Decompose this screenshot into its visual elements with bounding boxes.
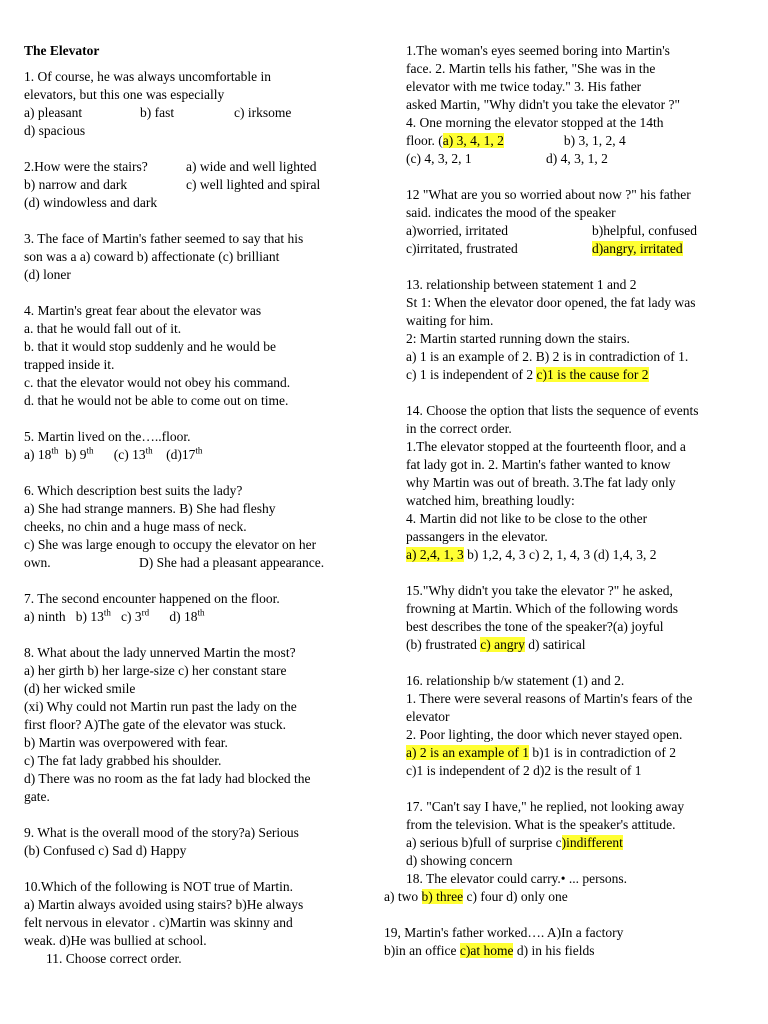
options-row bbox=[406, 150, 751, 168]
question-6 bbox=[24, 482, 369, 572]
ordinal-suffix: th bbox=[197, 607, 205, 618]
option-b: b. that it would stop suddenly and he would be bbox=[24, 339, 276, 354]
option-d-cont: gate. bbox=[24, 789, 50, 804]
question-text: 8. What about the lady unnerved Martin the most? bbox=[24, 645, 296, 660]
question-11 bbox=[406, 42, 751, 168]
option-text: a) Martin always avoided using stairs? b)He always bbox=[24, 897, 304, 912]
options-row bbox=[406, 132, 751, 150]
option-c: c) irksome bbox=[234, 105, 292, 120]
question-7 bbox=[24, 590, 369, 626]
option-d: d. that he would not be able to come out on time. bbox=[24, 393, 289, 408]
option-d: d) in his fields bbox=[513, 943, 595, 958]
statement-text: 1. There were several reasons of Martin's fears of the bbox=[406, 691, 693, 706]
statement-text: elevator bbox=[406, 709, 450, 724]
option-d: d) 18 bbox=[169, 609, 198, 624]
highlighted-answer: d)angry, irritated bbox=[592, 241, 683, 256]
options-row: son was a a) coward b) affectionate (c) brilliant bbox=[24, 249, 280, 264]
option-b: b) 13 bbox=[75, 609, 104, 624]
question-text: 14. Choose the option that lists the sequence of events bbox=[406, 403, 699, 418]
option-d: (d) her wicked smile bbox=[24, 681, 136, 696]
options-row: (b) Confused c) Sad d) Happy bbox=[24, 843, 187, 858]
options-row bbox=[384, 888, 751, 906]
options-row bbox=[24, 176, 369, 194]
option-text bbox=[24, 554, 369, 572]
question-4 bbox=[24, 302, 369, 410]
option-d: (d)17 bbox=[166, 447, 196, 462]
statement-text: face. 2. Martin tells his father, "She was in the bbox=[406, 61, 656, 76]
option-b: b) fast bbox=[140, 105, 175, 120]
question-line bbox=[24, 158, 369, 176]
option-a: a) two bbox=[384, 889, 422, 904]
highlighted-answer: a) 2,4, 1, 3 bbox=[406, 547, 464, 562]
highlighted-answer: a) 2 is an example of 1 bbox=[406, 745, 529, 760]
question-14 bbox=[406, 402, 751, 564]
option-c: c)irritated, frustrated bbox=[406, 241, 518, 256]
statement-text: 4. Martin did not like to be close to the other bbox=[406, 511, 648, 526]
highlighted-answer: c) angry bbox=[480, 637, 525, 652]
question-16 bbox=[406, 672, 751, 780]
option-d: (d) loner bbox=[24, 267, 71, 282]
statement-text: watched him, breathing loudly: bbox=[406, 493, 575, 508]
options-text: c) four d) only one bbox=[463, 889, 568, 904]
option-d: d) satirical bbox=[524, 637, 586, 652]
options-row bbox=[24, 104, 369, 122]
option-prefix: floor. ( bbox=[406, 133, 443, 148]
options-row bbox=[406, 366, 751, 384]
question-text: in the correct order. bbox=[406, 421, 512, 436]
options-row bbox=[384, 942, 751, 960]
question-text: 17. "Can't say I have," he replied, not looking away bbox=[406, 799, 685, 814]
question-text: 6. Which description best suits the lady? bbox=[24, 483, 243, 498]
option-c: c) 1 is independent of 2 bbox=[406, 367, 537, 382]
question-11-heading: 11. Choose correct order. bbox=[46, 951, 182, 966]
left-column bbox=[24, 42, 369, 986]
highlighted-answer: a) 3, 4, 1, 2 bbox=[442, 133, 504, 148]
option-a: a)worried, irritated bbox=[406, 223, 508, 238]
option-b: b) 3, 1, 2, 4 bbox=[563, 133, 626, 148]
question-text: 7. The second encounter happened on the floor. bbox=[24, 591, 280, 606]
ordinal-suffix: th bbox=[103, 607, 111, 618]
options-row bbox=[406, 222, 751, 240]
question-text: best describes the tone of the speaker?(a) joyful bbox=[406, 619, 664, 634]
question-text: 2.How were the stairs? bbox=[24, 159, 148, 174]
question-19 bbox=[384, 924, 751, 960]
option-b: b) narrow and dark bbox=[24, 177, 128, 192]
options-row: a) her girth b) her large-size c) her constant stare bbox=[24, 663, 287, 678]
options-row bbox=[24, 446, 369, 464]
option-b: (b) frustrated bbox=[406, 637, 481, 652]
question-1 bbox=[24, 68, 369, 140]
statement-text: elevator with me twice today." 3. His father bbox=[406, 79, 642, 94]
statement-text: 1.The elevator stopped at the fourteenth floor, and a bbox=[406, 439, 686, 454]
option-b: b)1 is in contradiction of 2 bbox=[528, 745, 676, 760]
options-row bbox=[406, 834, 751, 852]
option-text: felt nervous in elevator . c)Martin was skinny and bbox=[24, 915, 293, 930]
question-text: 1. Of course, he was always uncomfortable in bbox=[24, 69, 272, 84]
statement-text: waiting for him. bbox=[406, 313, 494, 328]
highlighted-answer: c)1 is the cause for 2 bbox=[536, 367, 649, 382]
options-row bbox=[406, 636, 751, 654]
options-text: b) 1,2, 4, 3 c) 2, 1, 4, 3 (d) 1,4, 3, 2 bbox=[463, 547, 657, 562]
highlighted-answer: )indifferent bbox=[561, 835, 623, 850]
options-row bbox=[24, 608, 369, 626]
statement-text: 2. Poor lighting, the door which never stayed open. bbox=[406, 727, 683, 742]
options-row bbox=[406, 744, 751, 762]
question-18-text: 18. The elevator could carry.• ... persons. bbox=[406, 871, 628, 886]
ordinal-suffix: th bbox=[86, 445, 94, 456]
question-3 bbox=[24, 230, 369, 284]
option-text: weak. d)He was bullied at school. bbox=[24, 933, 207, 948]
ordinal-suffix: rd bbox=[141, 607, 150, 618]
question-text: 15."Why didn't you take the elevator ?" he asked, bbox=[406, 583, 673, 598]
question-text: frowning at Martin. Which of the following words bbox=[406, 601, 678, 616]
option-c-cont: own. bbox=[24, 555, 51, 570]
question-text: 4. Martin's great fear about the elevator was bbox=[24, 303, 262, 318]
option-a: a) wide and well lighted bbox=[186, 159, 317, 174]
option-b: b) Martin was overpowered with fear. bbox=[24, 735, 228, 750]
right-column bbox=[384, 42, 751, 978]
question-text: 13. relationship between statement 1 and 2 bbox=[406, 277, 637, 292]
question-10 bbox=[24, 878, 369, 968]
option-b-cont: trapped inside it. bbox=[24, 357, 115, 372]
option-d: d) showing concern bbox=[406, 853, 513, 868]
option-text: cheeks, no chin and a huge mass of neck. bbox=[24, 519, 247, 534]
ordinal-suffix: th bbox=[195, 445, 203, 456]
question-17 bbox=[384, 798, 751, 906]
ordinal-suffix: th bbox=[51, 445, 59, 456]
option-c: c) well lighted and spiral bbox=[186, 177, 321, 192]
document-title: The Elevator bbox=[24, 43, 100, 58]
question-text: 5. Martin lived on the…..floor. bbox=[24, 429, 191, 444]
options-row bbox=[406, 240, 751, 258]
question-text: 9. What is the overall mood of the story?a) Serious bbox=[24, 825, 299, 840]
question-2 bbox=[24, 158, 369, 212]
question-text: first floor? A)The gate of the elevator was stuck. bbox=[24, 717, 287, 732]
question-13 bbox=[406, 276, 751, 384]
highlighted-answer: c)at home bbox=[459, 943, 514, 958]
option-a: a) pleasant bbox=[24, 105, 83, 120]
option-c: c) The fat lady grabbed his shoulder. bbox=[24, 753, 222, 768]
statement-text: 4. One morning the elevator stopped at the 14th bbox=[406, 115, 664, 130]
statement-text: 2: Martin started running down the stairs. bbox=[406, 331, 630, 346]
options-row: a) 1 is an example of 2. B) 2 is in contradiction of 1. bbox=[406, 349, 689, 364]
options-row bbox=[406, 546, 751, 564]
question-15 bbox=[406, 582, 751, 654]
question-text: from the television. What is the speaker's attitude. bbox=[406, 817, 676, 832]
option-c: (c) 4, 3, 2, 1 bbox=[406, 151, 472, 166]
ordinal-suffix: th bbox=[145, 445, 153, 456]
statement-text: why Martin was out of breath. 3.The fat lady only bbox=[406, 475, 676, 490]
options-text: a) serious b)full of surprise c bbox=[406, 835, 562, 850]
highlighted-answer: b) three bbox=[421, 889, 464, 904]
question-text: said. indicates the mood of the speaker bbox=[406, 205, 616, 220]
question-5 bbox=[24, 428, 369, 464]
option-a: a) 18 bbox=[24, 447, 52, 462]
option-c: c. that the elevator would not obey his command. bbox=[24, 375, 291, 390]
question-text: 10.Which of the following is NOT true of Martin. bbox=[24, 879, 293, 894]
option-d: d) There was no room as the fat lady had blocked the bbox=[24, 771, 311, 786]
option-b: b) 9 bbox=[65, 447, 87, 462]
option-b: b)in an office bbox=[384, 943, 460, 958]
option-b: b)helpful, confused bbox=[592, 223, 697, 238]
option-a: a) ninth bbox=[24, 609, 66, 624]
statement-text: fat lady got in. 2. Martin's father wanted to know bbox=[406, 457, 671, 472]
option-d: d) 4, 3, 1, 2 bbox=[546, 151, 608, 166]
question-9 bbox=[24, 824, 369, 860]
option-a: a. that he would fall out of it. bbox=[24, 321, 182, 336]
statement-text: St 1: When the elevator door opened, the fat lady was bbox=[406, 295, 696, 310]
question-8 bbox=[24, 644, 369, 806]
option-c: c) 3 bbox=[121, 609, 142, 624]
statement-text: passangers in the elevator. bbox=[406, 529, 548, 544]
option-d: D) She had a pleasant appearance. bbox=[139, 555, 325, 570]
option-d: d) spacious bbox=[24, 123, 86, 138]
question-text: (xi) Why could not Martin run past the lady on the bbox=[24, 699, 297, 714]
question-text: 12 "What are you so worried about now ?" his father bbox=[406, 187, 691, 202]
question-text: elevators, but this one was especially bbox=[24, 87, 225, 102]
option-d: (d) windowless and dark bbox=[24, 195, 158, 210]
statement-text: asked Martin, "Why didn't you take the elevator ?" bbox=[406, 97, 680, 112]
option-c: (c) 13 bbox=[113, 447, 146, 462]
question-text: 19, Martin's father worked…. A)In a factory bbox=[384, 925, 624, 940]
option-text: a) She had strange manners. B) She had fleshy bbox=[24, 501, 276, 516]
question-text: 3. The face of Martin's father seemed to say that his bbox=[24, 231, 304, 246]
options-row: c)1 is independent of 2 d)2 is the result of 1 bbox=[406, 763, 642, 778]
option-text: c) She was large enough to occupy the elevator on her bbox=[24, 537, 317, 552]
question-text: 16. relationship b/w statement (1) and 2. bbox=[406, 673, 625, 688]
statement-text: 1.The woman's eyes seemed boring into Martin's bbox=[406, 43, 670, 58]
question-12 bbox=[406, 186, 751, 258]
